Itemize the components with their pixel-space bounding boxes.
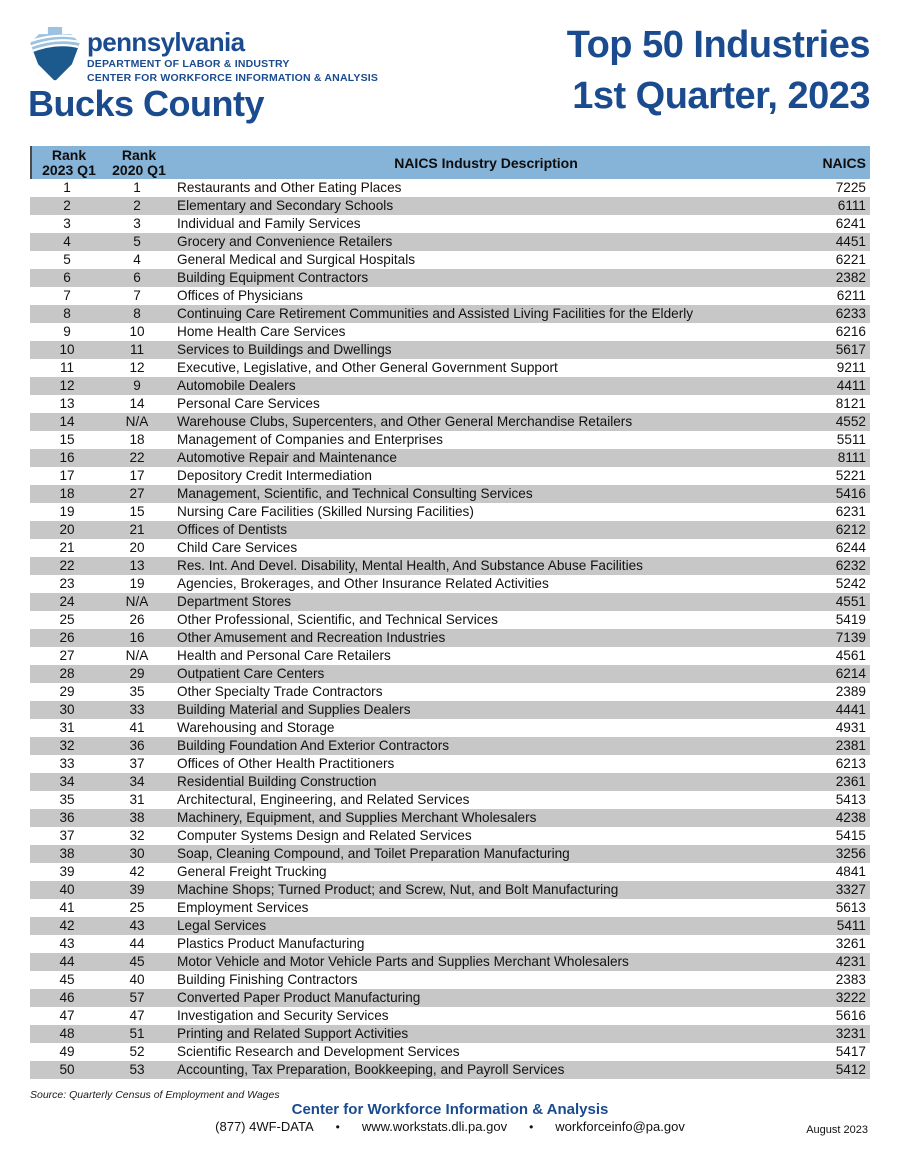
cell-naics: 4931 <box>835 720 866 735</box>
cell-naics: 5617 <box>835 342 866 357</box>
cell-rank-2023: 22 <box>59 558 75 573</box>
table-row <box>30 1043 870 1061</box>
cell-description: Services to Buildings and Dwellings <box>177 342 392 357</box>
table-row <box>30 719 870 737</box>
cell-rank-2023: 27 <box>59 648 75 663</box>
cell-naics: 5613 <box>835 900 866 915</box>
cell-rank-2023: 15 <box>59 432 75 447</box>
table-row <box>30 611 870 629</box>
header-rank-2020: Rank 2020 Q1 <box>112 146 166 178</box>
footer-contact-line <box>0 1119 900 1134</box>
cell-rank-2020: 43 <box>129 918 145 933</box>
bullet-separator: • <box>529 1120 534 1134</box>
cell-rank-2023: 21 <box>59 540 75 555</box>
cell-naics: 3222 <box>835 990 866 1005</box>
cell-description: Automotive Repair and Maintenance <box>177 450 397 465</box>
cell-description: Soap, Cleaning Compound, and Toilet Preparation Manufacturing <box>177 846 570 861</box>
cell-rank-2023: 29 <box>59 684 75 699</box>
table-row <box>30 989 870 1007</box>
cell-rank-2020: 3 <box>133 216 141 231</box>
table-row <box>30 1061 870 1079</box>
cell-naics: 5242 <box>835 576 866 591</box>
dept-line-1: DEPARTMENT OF LABOR & INDUSTRY <box>87 57 290 70</box>
cell-rank-2020: 22 <box>129 450 145 465</box>
cell-rank-2020: 5 <box>133 234 141 249</box>
cell-rank-2020: 2 <box>133 198 141 213</box>
cell-rank-2020: N/A <box>125 594 149 609</box>
cell-description: Machinery, Equipment, and Supplies Merchant Wholesalers <box>177 810 537 825</box>
cell-rank-2020: 41 <box>129 720 145 735</box>
table-row <box>30 251 870 269</box>
cell-rank-2020: 47 <box>129 1008 145 1023</box>
cell-naics: 3256 <box>835 846 866 861</box>
cell-naics: 5416 <box>835 486 866 501</box>
cell-naics: 3231 <box>835 1026 866 1041</box>
cell-rank-2023: 28 <box>59 666 75 681</box>
cell-rank-2023: 39 <box>59 864 75 879</box>
cell-naics: 4238 <box>835 810 866 825</box>
cell-rank-2020: 10 <box>129 324 145 339</box>
cell-rank-2023: 33 <box>59 756 75 771</box>
table-row <box>30 1025 870 1043</box>
header-naics: NAICS <box>822 154 866 171</box>
cell-naics: 8121 <box>835 396 866 411</box>
cell-rank-2023: 1 <box>63 180 71 195</box>
cell-rank-2023: 35 <box>59 792 75 807</box>
cell-naics: 5616 <box>835 1008 866 1023</box>
cell-description: Restaurants and Other Eating Places <box>177 180 402 195</box>
cell-description: Executive, Legislative, and Other General Government Support <box>177 360 558 375</box>
cell-naics: 2382 <box>835 270 866 285</box>
cell-description: Residential Building Construction <box>177 774 377 789</box>
cell-description: Health and Personal Care Retailers <box>177 648 391 663</box>
table-row <box>30 377 870 395</box>
table-row <box>30 593 870 611</box>
cell-rank-2020: 32 <box>129 828 145 843</box>
table-row <box>30 305 870 323</box>
cell-rank-2023: 5 <box>63 252 71 267</box>
cell-naics: 2361 <box>835 774 866 789</box>
cell-rank-2020: 52 <box>129 1044 145 1059</box>
footer-phone: (877) 4WF-DATA <box>215 1119 314 1134</box>
cell-rank-2020: 29 <box>129 666 145 681</box>
cell-rank-2023: 6 <box>63 270 71 285</box>
cell-rank-2023: 2 <box>63 198 71 213</box>
cell-naics: 5417 <box>835 1044 866 1059</box>
cell-rank-2020: 18 <box>129 432 145 447</box>
cell-description: Grocery and Convenience Retailers <box>177 234 393 249</box>
table-row <box>30 863 870 881</box>
cell-rank-2020: 9 <box>133 378 141 393</box>
cell-description: Department Stores <box>177 594 292 609</box>
table-row <box>30 881 870 899</box>
cell-description: Continuing Care Retirement Communities and Assisted Living Facilities for the Elderly <box>177 306 694 321</box>
table-row <box>30 521 870 539</box>
cell-rank-2020: 40 <box>129 972 145 987</box>
cell-rank-2023: 18 <box>59 486 75 501</box>
cell-naics: 6212 <box>835 522 866 537</box>
table-row <box>30 431 870 449</box>
table-row <box>30 359 870 377</box>
cell-rank-2023: 41 <box>59 900 75 915</box>
cell-rank-2023: 47 <box>59 1008 75 1023</box>
table-row <box>30 395 870 413</box>
cell-rank-2020: 57 <box>129 990 145 1005</box>
cell-description: Elementary and Secondary Schools <box>177 198 394 213</box>
cell-naics: 9211 <box>836 360 866 375</box>
cell-naics: 4552 <box>835 414 866 429</box>
cell-naics: 6233 <box>835 306 866 321</box>
table-row <box>30 629 870 647</box>
cell-rank-2023: 17 <box>59 468 75 483</box>
cell-rank-2020: 19 <box>129 576 145 591</box>
table-row <box>30 467 870 485</box>
bullet-separator: • <box>335 1120 340 1134</box>
cell-naics: 6216 <box>835 324 866 339</box>
cell-naics: 4841 <box>835 864 866 879</box>
cell-rank-2020: 17 <box>129 468 145 483</box>
cell-rank-2020: 30 <box>129 846 145 861</box>
cell-description: Building Material and Supplies Dealers <box>177 702 411 717</box>
footer-website: www.workstats.dli.pa.gov <box>361 1119 508 1134</box>
cell-rank-2023: 24 <box>59 594 75 609</box>
cell-description: Building Equipment Contractors <box>177 270 369 285</box>
cell-naics: 6244 <box>835 540 866 555</box>
cell-rank-2023: 44 <box>59 954 75 969</box>
source-note: Source: Quarterly Census of Employment and Wages <box>30 1089 280 1101</box>
cell-naics: 6211 <box>836 288 866 303</box>
cell-naics: 6241 <box>835 216 866 231</box>
cell-rank-2023: 3 <box>63 216 71 231</box>
cell-naics: 5412 <box>835 1062 866 1077</box>
cell-description: Plastics Product Manufacturing <box>177 936 365 951</box>
report-title <box>567 20 870 122</box>
cell-description: Nursing Care Facilities (Skilled Nursing Facilities) <box>177 504 474 519</box>
cell-description: Investigation and Security Services <box>177 1008 389 1023</box>
cell-naics: 4561 <box>835 648 866 663</box>
table-row <box>30 701 870 719</box>
header-description: NAICS Industry Description <box>394 154 578 171</box>
cell-description: Offices of Dentists <box>177 522 288 537</box>
cell-description: Warehouse Clubs, Supercenters, and Other General Merchandise Retailers <box>177 414 633 429</box>
cell-rank-2023: 46 <box>59 990 75 1005</box>
cell-naics: 5511 <box>836 432 866 447</box>
cell-rank-2023: 36 <box>59 810 75 825</box>
cell-description: Management, Scientific, and Technical Consulting Services <box>177 486 533 501</box>
cell-description: Accounting, Tax Preparation, Bookkeeping, and Payroll Services <box>177 1062 565 1077</box>
cell-rank-2020: 38 <box>129 810 145 825</box>
cell-description: Depository Credit Intermediation <box>177 468 372 483</box>
county-title: Bucks County <box>28 83 265 124</box>
table-row <box>30 575 870 593</box>
cell-naics: 6221 <box>835 252 866 267</box>
table-row <box>30 917 870 935</box>
cell-rank-2020: N/A <box>125 648 149 663</box>
cell-description: Personal Care Services <box>177 396 320 411</box>
table-row <box>30 287 870 305</box>
cell-naics: 5413 <box>835 792 866 807</box>
cell-rank-2020: 44 <box>129 936 145 951</box>
table-row <box>30 485 870 503</box>
cell-rank-2023: 20 <box>59 522 75 537</box>
table-row <box>30 683 870 701</box>
cell-rank-2020: 35 <box>129 684 145 699</box>
report-title-line2: 1st Quarter, 2023 <box>572 75 870 117</box>
cell-rank-2023: 31 <box>59 720 75 735</box>
cell-description: Individual and Family Services <box>177 216 361 231</box>
cell-naics: 5221 <box>835 468 866 483</box>
cell-rank-2023: 7 <box>63 288 71 303</box>
cell-description: Machine Shops; Turned Product; and Screw, Nut, and Bolt Manufacturing <box>177 882 619 897</box>
cell-rank-2020: 16 <box>129 630 145 645</box>
cell-rank-2020: 39 <box>129 882 145 897</box>
table-row <box>30 899 870 917</box>
table-row <box>30 215 870 233</box>
cell-rank-2020: 21 <box>129 522 145 537</box>
cell-rank-2020: N/A <box>125 414 149 429</box>
cell-rank-2023: 16 <box>59 450 75 465</box>
cell-description: Scientific Research and Development Services <box>177 1044 460 1059</box>
cell-rank-2020: 45 <box>129 954 145 969</box>
table-row <box>30 647 870 665</box>
cell-rank-2020: 31 <box>129 792 145 807</box>
cell-rank-2020: 51 <box>129 1026 145 1041</box>
cell-rank-2023: 9 <box>63 324 71 339</box>
cell-rank-2023: 40 <box>59 882 75 897</box>
cell-description: Printing and Related Support Activities <box>177 1026 409 1041</box>
cell-naics: 6231 <box>835 504 866 519</box>
cell-rank-2020: 4 <box>133 252 141 267</box>
cell-rank-2023: 48 <box>59 1026 75 1041</box>
cell-rank-2023: 13 <box>59 396 75 411</box>
table-row <box>30 341 870 359</box>
cell-rank-2023: 4 <box>63 234 71 249</box>
cell-rank-2023: 14 <box>59 414 75 429</box>
cell-rank-2023: 37 <box>59 828 75 843</box>
cell-description: Warehousing and Storage <box>177 720 335 735</box>
table-row <box>30 233 870 251</box>
cell-naics: 2389 <box>835 684 866 699</box>
cell-description: Architectural, Engineering, and Related Services <box>177 792 470 807</box>
table-row <box>30 323 870 341</box>
cell-description: Automobile Dealers <box>177 378 296 393</box>
header-rank-2023: Rank 2023 Q1 <box>42 146 96 178</box>
cell-naics: 8111 <box>837 450 866 465</box>
cell-naics: 4551 <box>835 594 866 609</box>
footer-email: workforceinfo@pa.gov <box>555 1119 685 1134</box>
table-row <box>30 449 870 467</box>
cell-rank-2023: 19 <box>59 504 75 519</box>
cell-rank-2020: 8 <box>133 306 141 321</box>
cell-rank-2020: 1 <box>133 180 141 195</box>
industries-table <box>30 146 870 1079</box>
cell-naics: 4231 <box>835 954 866 969</box>
table-row <box>30 413 870 431</box>
agency-brand <box>87 29 378 84</box>
table-row <box>30 269 870 287</box>
cell-naics: 4411 <box>836 378 866 393</box>
table-row <box>30 1007 870 1025</box>
cell-rank-2020: 37 <box>129 756 145 771</box>
table-row <box>30 953 870 971</box>
cell-rank-2020: 13 <box>129 558 145 573</box>
cell-naics: 6111 <box>837 198 866 213</box>
cell-naics: 5411 <box>836 918 866 933</box>
cell-description: Employment Services <box>177 900 309 915</box>
cell-rank-2023: 8 <box>63 306 71 321</box>
cell-naics: 6232 <box>835 558 866 573</box>
cell-naics: 7139 <box>835 630 866 645</box>
cell-description: Other Amusement and Recreation Industries <box>177 630 446 645</box>
table-header-row <box>30 146 870 179</box>
cell-naics: 2381 <box>835 738 866 753</box>
cell-naics: 6213 <box>835 756 866 771</box>
cell-description: Offices of Other Health Practitioners <box>177 756 395 771</box>
table-row <box>30 935 870 953</box>
cell-naics: 6214 <box>835 666 866 681</box>
cell-rank-2020: 36 <box>129 738 145 753</box>
cell-rank-2020: 33 <box>129 702 145 717</box>
cell-rank-2023: 32 <box>59 738 75 753</box>
footer-org-name: Center for Workforce Information & Analysis <box>291 1101 609 1118</box>
cell-rank-2023: 45 <box>59 972 75 987</box>
table-row <box>30 971 870 989</box>
cell-rank-2023: 50 <box>59 1062 75 1077</box>
cell-rank-2020: 53 <box>129 1062 145 1077</box>
table-row <box>30 737 870 755</box>
cell-rank-2020: 11 <box>129 342 145 357</box>
logo-wordmark: pennsylvania <box>87 27 245 57</box>
cell-description: Agencies, Brokerages, and Other Insurance Related Activities <box>177 576 549 591</box>
cell-rank-2023: 25 <box>59 612 75 627</box>
cell-rank-2023: 43 <box>59 936 75 951</box>
cell-description: Res. Int. And Devel. Disability, Mental Health, And Substance Abuse Facilities <box>177 558 643 573</box>
cell-rank-2023: 42 <box>59 918 75 933</box>
table-row <box>30 845 870 863</box>
cell-rank-2023: 23 <box>59 576 75 591</box>
pa-keystone-logo-icon <box>30 27 80 82</box>
cell-rank-2020: 7 <box>133 288 141 303</box>
cell-naics: 3327 <box>835 882 866 897</box>
table-row <box>30 557 870 575</box>
cell-rank-2020: 26 <box>129 612 145 627</box>
cell-rank-2023: 12 <box>59 378 75 393</box>
table-body <box>30 179 870 1079</box>
table-row <box>30 809 870 827</box>
table-row <box>30 773 870 791</box>
cell-description: Child Care Services <box>177 540 298 555</box>
cell-rank-2020: 6 <box>133 270 141 285</box>
cell-naics: 2383 <box>835 972 866 987</box>
table-row <box>30 665 870 683</box>
cell-rank-2023: 26 <box>59 630 75 645</box>
cell-rank-2020: 14 <box>129 396 145 411</box>
footer-date: August 2023 <box>806 1124 868 1136</box>
cell-rank-2023: 49 <box>59 1044 75 1059</box>
dept-line-2: CENTER FOR WORKFORCE INFORMATION & ANALYSIS <box>87 72 379 84</box>
cell-description: Other Specialty Trade Contractors <box>177 684 383 699</box>
table-row <box>30 197 870 215</box>
cell-naics: 4441 <box>835 702 866 717</box>
cell-naics: 5419 <box>835 612 866 627</box>
cell-rank-2023: 30 <box>59 702 75 717</box>
cell-description: General Medical and Surgical Hospitals <box>177 252 416 267</box>
cell-rank-2020: 20 <box>129 540 145 555</box>
cell-rank-2020: 34 <box>129 774 145 789</box>
cell-description: Building Foundation And Exterior Contractors <box>177 738 450 753</box>
table-row <box>30 503 870 521</box>
table-row <box>30 755 870 773</box>
cell-rank-2023: 38 <box>59 846 75 861</box>
cell-rank-2023: 34 <box>59 774 75 789</box>
cell-description: Offices of Physicians <box>177 288 303 303</box>
report-title-line1: Top 50 Industries <box>566 24 870 66</box>
cell-description: Other Professional, Scientific, and Technical Services <box>177 612 498 627</box>
table-row <box>30 179 870 197</box>
cell-rank-2020: 25 <box>129 900 145 915</box>
cell-description: Building Finishing Contractors <box>177 972 358 987</box>
cell-description: Management of Companies and Enterprises <box>177 432 443 447</box>
cell-rank-2020: 42 <box>129 864 145 879</box>
cell-naics: 7225 <box>835 180 866 195</box>
cell-naics: 4451 <box>835 234 866 249</box>
cell-naics: 3261 <box>835 936 866 951</box>
cell-rank-2020: 12 <box>129 360 145 375</box>
cell-rank-2020: 27 <box>129 486 145 501</box>
cell-rank-2020: 15 <box>129 504 145 519</box>
cell-description: Outpatient Care Centers <box>177 666 325 681</box>
cell-rank-2023: 10 <box>59 342 75 357</box>
table-row <box>30 539 870 557</box>
cell-description: Converted Paper Product Manufacturing <box>177 990 421 1005</box>
table-row <box>30 827 870 845</box>
cell-description: Legal Services <box>177 918 267 933</box>
cell-rank-2023: 11 <box>59 360 75 375</box>
cell-naics: 5415 <box>835 828 866 843</box>
cell-description: Motor Vehicle and Motor Vehicle Parts and Supplies Merchant Wholesalers <box>177 954 629 969</box>
table-row <box>30 791 870 809</box>
cell-description: General Freight Trucking <box>177 864 327 879</box>
cell-description: Home Health Care Services <box>177 324 346 339</box>
cell-description: Computer Systems Design and Related Services <box>177 828 472 843</box>
